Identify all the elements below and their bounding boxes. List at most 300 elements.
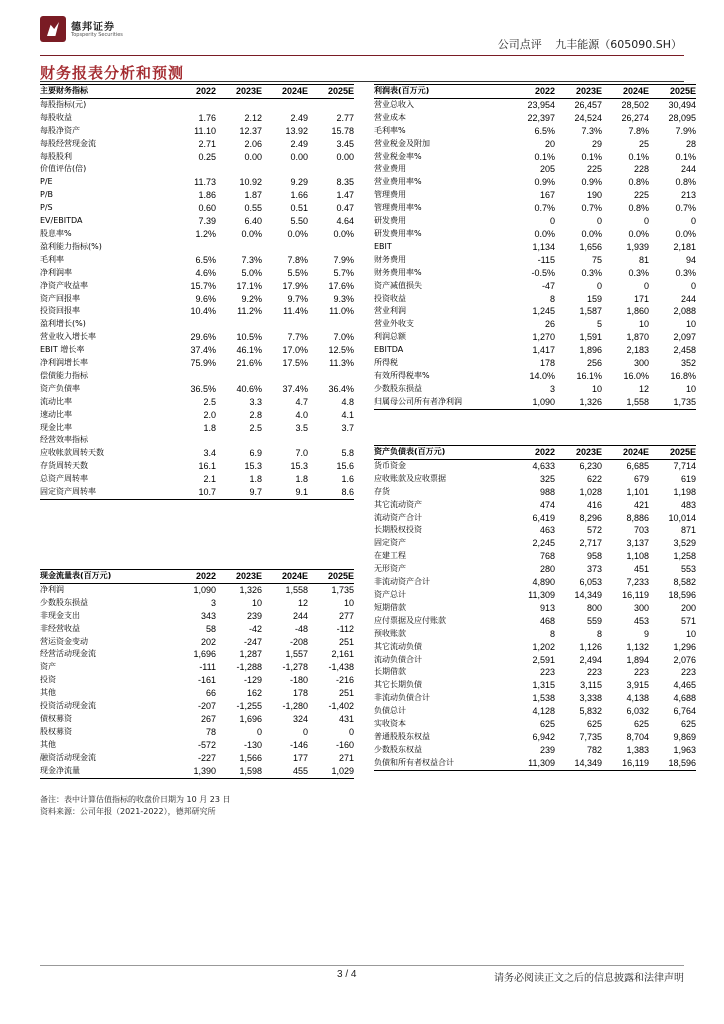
logo-mark-icon bbox=[40, 16, 66, 42]
row-value: 0.9% bbox=[534, 177, 555, 188]
row-value: 12.5% bbox=[328, 345, 354, 356]
row-value: 0.60 bbox=[198, 203, 216, 214]
row-value: 6,230 bbox=[579, 460, 602, 471]
row-label: 经营效率指标 bbox=[40, 435, 88, 445]
row-value: 4.8 bbox=[341, 396, 354, 407]
row-value: 5.7% bbox=[333, 267, 354, 278]
row-value: 16.0% bbox=[623, 370, 649, 381]
year-header: 2023E bbox=[216, 85, 262, 99]
row-value: 0.7% bbox=[581, 203, 602, 214]
row-value: 162 bbox=[246, 688, 262, 699]
row-value: 17.0% bbox=[282, 345, 308, 356]
company-name: 九丰能源（605090.SH） bbox=[555, 38, 682, 51]
row-value: 1,258 bbox=[673, 551, 696, 562]
row-value: 3,115 bbox=[580, 680, 602, 691]
row-label: 非经营收益 bbox=[40, 623, 80, 633]
row-value: 9.29 bbox=[290, 177, 308, 188]
row-value: -180 bbox=[289, 675, 308, 686]
table-row bbox=[40, 623, 354, 636]
row-value: 958 bbox=[586, 551, 602, 562]
row-value: 15.7% bbox=[190, 280, 216, 291]
row-value: 0.0% bbox=[581, 228, 602, 239]
row-value: 75.9% bbox=[190, 358, 216, 369]
table-row bbox=[40, 752, 354, 765]
row-value: 703 bbox=[633, 525, 649, 536]
row-value: 0 bbox=[596, 216, 602, 227]
table-row bbox=[374, 473, 696, 486]
row-value: 553 bbox=[680, 564, 696, 575]
row-label: 负债总计 bbox=[374, 706, 406, 716]
row-value: 2.5 bbox=[203, 396, 216, 407]
row-value: 30,494 bbox=[668, 99, 696, 110]
row-value: 3,137 bbox=[626, 538, 649, 549]
row-value: -115 bbox=[537, 254, 555, 265]
row-label: 营业外收支 bbox=[374, 319, 414, 329]
row-label: 管理费用率% bbox=[374, 203, 422, 213]
row-value: 14,349 bbox=[555, 757, 602, 770]
row-value bbox=[262, 98, 308, 111]
table-row bbox=[374, 524, 696, 537]
row-value bbox=[170, 434, 216, 447]
table-row bbox=[40, 228, 354, 241]
row-value: 10.7 bbox=[170, 486, 216, 499]
row-value: 6.5% bbox=[534, 125, 555, 136]
row-label: 非现金支出 bbox=[40, 610, 80, 620]
row-value: 0 bbox=[643, 216, 649, 227]
row-value: 1,383 bbox=[626, 744, 649, 755]
table-header-row bbox=[374, 85, 696, 99]
row-value: 0 bbox=[690, 280, 696, 291]
table-row bbox=[40, 460, 354, 473]
row-label: 资产 bbox=[40, 662, 56, 672]
row-value: 17.5% bbox=[282, 358, 308, 369]
row-value: 1.8 bbox=[203, 422, 216, 433]
row-value: 10.5% bbox=[236, 332, 262, 343]
row-label: 经营活动现金流 bbox=[40, 649, 96, 659]
row-value: 7.0% bbox=[333, 332, 354, 343]
row-value: 36.5% bbox=[190, 383, 216, 394]
table-row bbox=[374, 370, 696, 383]
row-value: -111 bbox=[199, 662, 216, 673]
row-value: 36.4% bbox=[328, 383, 354, 394]
income-statement-table bbox=[374, 84, 696, 410]
table-row bbox=[374, 537, 696, 550]
row-value: 37.4% bbox=[282, 383, 308, 394]
row-value: 8,704 bbox=[626, 731, 649, 742]
table-row bbox=[374, 318, 696, 331]
row-label: 流动比率 bbox=[40, 396, 72, 406]
table-row bbox=[40, 597, 354, 610]
row-value: 0.8% bbox=[675, 177, 696, 188]
row-value: 1,735 bbox=[331, 584, 354, 595]
row-value: 10,014 bbox=[668, 512, 696, 523]
row-value: 81 bbox=[638, 254, 649, 265]
row-label: 价值评估(倍) bbox=[40, 164, 87, 174]
table-row bbox=[40, 370, 354, 383]
row-label: 营业收入增长率 bbox=[40, 332, 96, 342]
table-row bbox=[374, 705, 696, 718]
header-divider bbox=[40, 55, 684, 56]
row-value: 3.45 bbox=[336, 138, 354, 149]
table-row bbox=[374, 151, 696, 164]
row-value: 4.7 bbox=[295, 396, 308, 407]
row-value: -130 bbox=[243, 739, 262, 750]
table-header-row bbox=[40, 570, 354, 584]
row-value: 0.00 bbox=[336, 151, 354, 162]
row-label: 营业费用率% bbox=[374, 177, 422, 187]
row-label: P/S bbox=[40, 203, 53, 213]
row-label: 股息率% bbox=[40, 228, 72, 238]
row-value: 2.71 bbox=[198, 138, 216, 149]
table-row bbox=[40, 254, 354, 267]
row-value: 1.2% bbox=[195, 228, 216, 239]
row-value: 0.8% bbox=[628, 177, 649, 188]
table-row bbox=[374, 98, 696, 111]
row-label: 利润总额 bbox=[374, 332, 406, 342]
row-value: 300 bbox=[633, 602, 649, 613]
table-row bbox=[40, 163, 354, 176]
row-value: 58 bbox=[205, 623, 216, 634]
row-label: 其它流动资产 bbox=[374, 499, 422, 509]
row-value: 5.5% bbox=[287, 267, 308, 278]
row-label: 资产回报率 bbox=[40, 293, 80, 303]
row-value: 21.6% bbox=[236, 358, 262, 369]
row-value: 3,529 bbox=[673, 538, 696, 549]
row-label: 研发费用 bbox=[374, 216, 406, 226]
table-row bbox=[40, 583, 354, 596]
row-label: EBIT bbox=[374, 241, 392, 251]
row-value: 324 bbox=[292, 713, 308, 724]
row-value: 18,596 bbox=[649, 757, 696, 770]
table-row bbox=[40, 383, 354, 396]
row-value: 15.6 bbox=[336, 461, 354, 472]
row-value: 223 bbox=[633, 667, 649, 678]
row-label: 营业税金率% bbox=[374, 151, 422, 161]
row-label: 实收资本 bbox=[374, 719, 406, 729]
row-label: 非流动负债合计 bbox=[374, 693, 430, 703]
row-value: 17.1% bbox=[236, 280, 262, 291]
report-header bbox=[488, 36, 682, 52]
table-row bbox=[374, 576, 696, 589]
table-row bbox=[374, 215, 696, 228]
row-value: 1,090 bbox=[508, 396, 555, 409]
row-value: -146 bbox=[289, 739, 308, 750]
row-label: 毛利率% bbox=[374, 125, 406, 135]
row-value: 1,132 bbox=[626, 641, 649, 652]
row-value: 9.6% bbox=[195, 293, 216, 304]
row-value: 1.76 bbox=[198, 112, 216, 123]
table-row bbox=[374, 228, 696, 241]
table-row bbox=[40, 344, 354, 357]
row-value bbox=[170, 370, 216, 383]
main-indicators-table bbox=[40, 84, 354, 500]
row-value: 29 bbox=[591, 138, 602, 149]
table-row bbox=[40, 202, 354, 215]
row-value: 2.12 bbox=[244, 112, 262, 123]
row-value bbox=[308, 370, 354, 383]
table-row bbox=[374, 666, 696, 679]
table-title: 主要财务指标 bbox=[40, 85, 170, 99]
row-value: 0 bbox=[302, 726, 308, 737]
row-value: 1,894 bbox=[626, 654, 649, 665]
row-value: 0 bbox=[256, 726, 262, 737]
row-value: 6.5% bbox=[195, 254, 216, 265]
row-value: 2,458 bbox=[673, 345, 696, 356]
report-type: 公司点评 bbox=[497, 38, 542, 51]
row-value: 6.40 bbox=[244, 216, 262, 227]
row-value bbox=[216, 98, 262, 111]
row-value bbox=[170, 241, 216, 254]
year-header: 2022 bbox=[170, 85, 216, 99]
row-value bbox=[308, 241, 354, 254]
row-value: 3.5 bbox=[295, 422, 308, 433]
row-value: 11.4% bbox=[283, 306, 308, 317]
row-label: 每股指标(元) bbox=[40, 99, 87, 109]
table-row bbox=[374, 305, 696, 318]
row-value: 10 bbox=[591, 383, 602, 394]
table-row bbox=[374, 499, 696, 512]
table-row bbox=[374, 383, 696, 396]
row-value bbox=[170, 163, 216, 176]
row-value: 0.0% bbox=[675, 228, 696, 239]
row-value: 7.8% bbox=[287, 254, 308, 265]
row-value: 223 bbox=[680, 667, 696, 678]
row-value: 15.3 bbox=[290, 461, 308, 472]
row-value: 213 bbox=[680, 190, 696, 201]
row-value: 3.4 bbox=[203, 448, 216, 459]
row-value: 1,029 bbox=[308, 765, 354, 778]
row-value: 223 bbox=[539, 667, 555, 678]
row-value: 2,591 bbox=[532, 654, 555, 665]
table-row bbox=[374, 589, 696, 602]
row-label: 研发费用率% bbox=[374, 228, 422, 238]
table-row bbox=[374, 692, 696, 705]
note-source: 资料来源：公司年报（2021-2022），德邦研究所 bbox=[40, 807, 216, 816]
table-row bbox=[40, 215, 354, 228]
row-value: 244 bbox=[680, 293, 696, 304]
table-row bbox=[374, 267, 696, 280]
table-row bbox=[374, 512, 696, 525]
row-label: 资产负债率 bbox=[40, 383, 80, 393]
row-value: 0.47 bbox=[336, 203, 354, 214]
row-label: 营业费用 bbox=[374, 164, 406, 174]
table-row bbox=[40, 473, 354, 486]
row-value: 622 bbox=[586, 473, 602, 484]
row-value bbox=[262, 370, 308, 383]
row-value: 9.7% bbox=[287, 293, 308, 304]
row-value: 1.66 bbox=[290, 190, 308, 201]
table-row bbox=[40, 125, 354, 138]
row-value: 205 bbox=[539, 164, 555, 175]
row-value: 16.1 bbox=[198, 461, 216, 472]
table-row bbox=[40, 648, 354, 661]
row-value: 8 bbox=[596, 628, 602, 639]
table-row bbox=[40, 687, 354, 700]
row-value: 7.8% bbox=[628, 125, 649, 136]
row-value: 6,685 bbox=[626, 460, 649, 471]
row-value: 11.73 bbox=[194, 177, 216, 188]
table-row bbox=[374, 602, 696, 615]
table-row bbox=[40, 280, 354, 293]
row-value: 2,717 bbox=[579, 538, 602, 549]
row-value: 10.92 bbox=[239, 177, 262, 188]
row-value: 6,419 bbox=[532, 512, 555, 523]
row-value: 988 bbox=[539, 486, 555, 497]
row-value: 7.9% bbox=[333, 254, 354, 265]
row-value: 7.3% bbox=[241, 254, 262, 265]
row-value: 1.8 bbox=[295, 474, 308, 485]
row-value: 40.6% bbox=[236, 383, 262, 394]
table-row bbox=[40, 447, 354, 460]
row-value: 2.77 bbox=[336, 112, 354, 123]
row-value: 10 bbox=[343, 597, 354, 608]
row-value: 1,696 bbox=[239, 713, 262, 724]
row-value: 3,338 bbox=[579, 693, 602, 704]
row-label: 预收账款 bbox=[374, 628, 406, 638]
year-header: 2024E bbox=[262, 570, 308, 584]
row-value: 7.7% bbox=[287, 332, 308, 343]
row-value: 431 bbox=[338, 713, 354, 724]
row-value: 8,886 bbox=[626, 512, 649, 523]
table-row bbox=[40, 726, 354, 739]
row-value: 4.64 bbox=[336, 216, 354, 227]
row-value: 1,598 bbox=[216, 765, 262, 778]
row-label: EBIT 增长率 bbox=[40, 345, 85, 355]
row-value: 3,915 bbox=[626, 680, 649, 691]
row-value: 6,764 bbox=[673, 706, 696, 717]
table-row bbox=[374, 202, 696, 215]
row-label: 在建工程 bbox=[374, 551, 406, 561]
row-value: 8,296 bbox=[579, 512, 602, 523]
row-value: 0 bbox=[596, 280, 602, 291]
row-value: 5 bbox=[596, 319, 602, 330]
table-row bbox=[40, 661, 354, 674]
row-value: 0.3% bbox=[628, 267, 649, 278]
row-label: 固定资产周转率 bbox=[40, 486, 170, 499]
row-value: 244 bbox=[292, 610, 308, 621]
row-value: 0.0% bbox=[333, 228, 354, 239]
row-value: 7.3% bbox=[581, 125, 602, 136]
row-value: -48 bbox=[294, 623, 308, 634]
row-value: 2.06 bbox=[244, 138, 262, 149]
row-value: 13.92 bbox=[285, 125, 308, 136]
row-value: -42 bbox=[248, 623, 262, 634]
row-value: 24,524 bbox=[574, 112, 602, 123]
row-value: 1,558 bbox=[602, 396, 649, 409]
row-label: 现金比率 bbox=[40, 422, 72, 432]
logo-name-en: Topsperity Securities bbox=[71, 32, 123, 38]
row-value: 11,309 bbox=[508, 757, 555, 770]
row-value: 1,296 bbox=[673, 641, 696, 652]
row-value: 26,457 bbox=[574, 99, 602, 110]
row-value: 0.1% bbox=[581, 151, 602, 162]
row-value: 1,198 bbox=[673, 486, 696, 497]
row-value: 1,326 bbox=[555, 396, 602, 409]
row-label: 存货周转天数 bbox=[40, 461, 88, 471]
table-row bbox=[40, 713, 354, 726]
row-value: 22,397 bbox=[527, 112, 555, 123]
year-header: 2023E bbox=[216, 570, 262, 584]
row-value: -112 bbox=[336, 623, 354, 634]
row-value: 1,202 bbox=[532, 641, 555, 652]
row-value: 625 bbox=[680, 719, 696, 730]
row-value: 2.5 bbox=[249, 422, 262, 433]
row-value: 352 bbox=[680, 358, 696, 369]
row-label: 固定资产 bbox=[374, 538, 406, 548]
row-value: 10 bbox=[251, 597, 262, 608]
row-label: 其他 bbox=[40, 739, 56, 749]
table-row bbox=[374, 563, 696, 576]
row-value: -208 bbox=[289, 636, 308, 647]
row-value: 474 bbox=[539, 499, 555, 510]
row-label: 长期股权投资 bbox=[374, 525, 422, 535]
row-label: 少数股东损益 bbox=[374, 383, 422, 393]
row-label: 每股经营现金流 bbox=[40, 138, 96, 148]
row-value bbox=[308, 163, 354, 176]
row-value: 325 bbox=[539, 473, 555, 484]
row-label: 债权募资 bbox=[40, 713, 72, 723]
row-value: 16,119 bbox=[602, 757, 649, 770]
row-value: 0.7% bbox=[534, 203, 555, 214]
table-row bbox=[40, 409, 354, 422]
row-value: 768 bbox=[539, 551, 555, 562]
note-remark: 备注：表中计算估值指标的收盘价日期为 10 月 23 日 bbox=[40, 795, 231, 804]
row-label: 应收帐款周转天数 bbox=[40, 448, 104, 458]
cash-flow-table bbox=[40, 569, 354, 779]
row-value: 1,591 bbox=[579, 332, 602, 343]
row-value: 300 bbox=[633, 358, 649, 369]
footer-divider bbox=[40, 965, 684, 966]
row-value: 11,309 bbox=[528, 589, 555, 600]
row-label: 其它长期负债 bbox=[374, 680, 422, 690]
row-value: 9,869 bbox=[673, 731, 696, 742]
row-value: 0.25 bbox=[198, 151, 216, 162]
row-value: -1,288 bbox=[236, 662, 262, 673]
table-row bbox=[40, 765, 354, 778]
row-value: 7,714 bbox=[673, 460, 696, 471]
row-value: 5.8 bbox=[341, 448, 354, 459]
row-value bbox=[308, 98, 354, 111]
row-value: 625 bbox=[633, 719, 649, 730]
row-label: 投资活动现金流 bbox=[40, 701, 96, 711]
row-label: 现金净流量 bbox=[40, 765, 170, 778]
row-value: -161 bbox=[197, 675, 216, 686]
row-value: 9 bbox=[643, 628, 649, 639]
table-row bbox=[374, 628, 696, 641]
row-value: 10 bbox=[685, 628, 696, 639]
page-title: 财务报表分析和预测 bbox=[40, 64, 185, 82]
table-row bbox=[374, 731, 696, 744]
table-title: 资产负债表(百万元) bbox=[374, 446, 508, 460]
row-value: 7.0 bbox=[295, 448, 308, 459]
row-value: 94 bbox=[685, 254, 696, 265]
row-value: -1,438 bbox=[328, 662, 354, 673]
row-label: 有效所得税率% bbox=[374, 370, 430, 380]
row-value: 17.6% bbox=[328, 280, 354, 291]
row-value: 343 bbox=[200, 610, 216, 621]
table-row bbox=[40, 674, 354, 687]
row-value: 202 bbox=[200, 636, 216, 647]
year-header: 2025E bbox=[649, 85, 696, 99]
row-value: 0.8% bbox=[628, 203, 649, 214]
year-header: 2025E bbox=[308, 570, 354, 584]
row-value: -572 bbox=[197, 739, 216, 750]
row-value: 26,274 bbox=[621, 112, 649, 123]
row-value: 1,587 bbox=[579, 306, 602, 317]
row-label: 资产减值损失 bbox=[374, 280, 422, 290]
row-label: 投资收益 bbox=[374, 293, 406, 303]
row-value: 4.0 bbox=[295, 409, 308, 420]
